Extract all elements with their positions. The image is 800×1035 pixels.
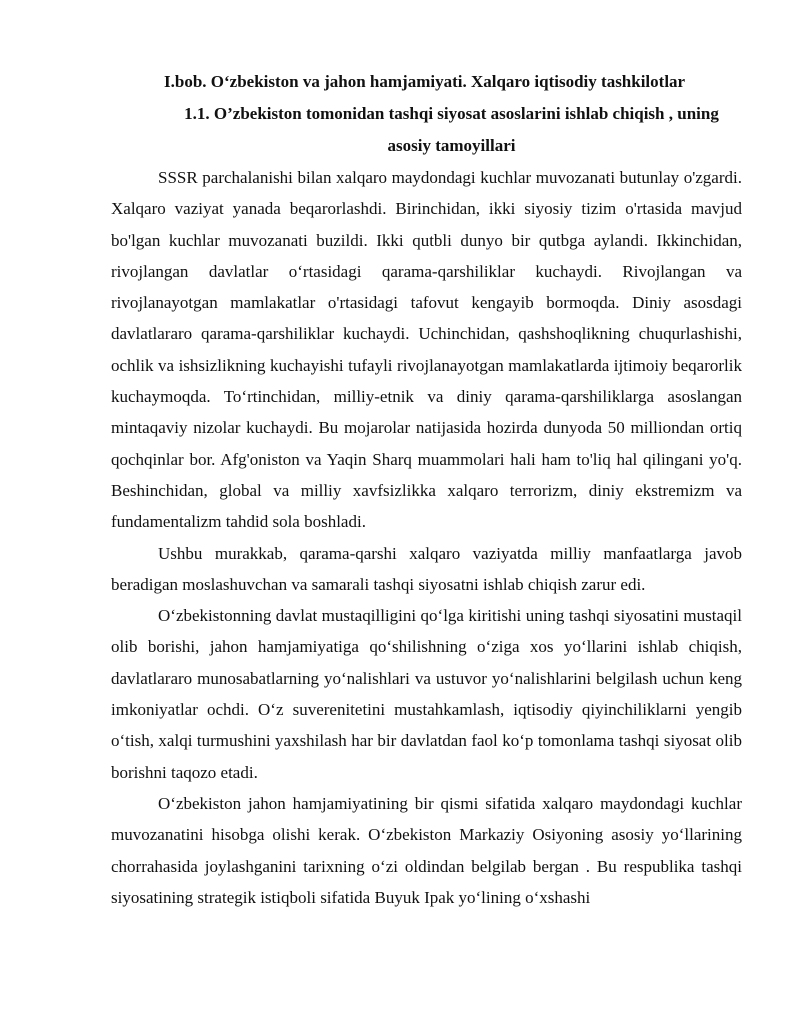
paragraph-3: O‘zbekistonning davlat mustaqilligini qo‘lga kiritishi uning tashqi siyosatini mustaqil olib borishi, jahon hamjamiyatiga qo‘shilishning o‘ziga xos yo‘llarini ishlab chiqish, davlatlararo munosabatlarning yo‘nalishlari va ustuvor yo‘nalishlarini belgilash uchun keng imkoniyatlar ochdi. O‘z suverenitetini mustahkamlash, iqtisodiy qiyinchiliklarni yengib o‘tish, xalqi turmushini yaxshilash har bir davlatdan faol ko‘p tomonlama tashqi siyosat olib borishni taqozo etadi. (111, 606, 742, 782)
chapter-heading: I.bob. O‘zbekiston va jahon hamjamiyati. Xalqaro iqtisodiy tashkilotlar (164, 72, 686, 91)
paragraph-4: O‘zbekiston jahon hamjamiyatining bir qismi sifatida xalqaro maydondagi kuchlar muvozanatini hisobga olishi kerak. O‘zbekiston Markaziy Osiyoning asosiy yo‘llarining chorrahasida joylashganini tarixning o‘zi oldindan belgilab bergan . Bu respublika tashqi siyosatining strategik istiqboli sifatida Buyuk Ipak yo‘lining o‘xshashi (111, 793, 742, 907)
section-heading: 1.1. O’zbekiston tomonidan tashqi siyosat asoslarini ishlab chiqish , uning asosiy tamoyillari (184, 104, 719, 155)
document-page (111, 62, 742, 913)
paragraph-1: SSSR parchalanishi bilan xalqaro maydondagi kuchlar muvozanati butunlay o'zgardi. Xalqaro vaziyat yanada beqarorlashdi. Birinchidan, ikki siyosiy tizim o'rtasida mavjud bo'lgan kuchlar muvozanati buzildi. Ikki qutbli dunyo bir qutbga aylandi. Ikkinchidan, rivojlangan davlatlar o‘rtasidagi qarama-qarshiliklar kuchaydi. Rivojlangan va rivojlanayotgan mamlakatlar o'rtasidagi tafovut kengayib bormoqda. Diniy asosdagi davlatlararo qarama-qarshiliklar kuchaydi. Uchinchidan, qashshoqlikning chuqurlashishi, ochlik va ishsizlikning kuchayishi tufayli rivojlanayotgan mamlakatlarda ijtimoiy beqarorlik kuchaymoqda. To‘rtinchidan, milliy-etnik va diniy qarama-qarshiliklarga asoslangan mintaqaviy nizolar kuchaydi. Bu mojarolar natijasida hozirda dunyoda 50 milliondan ortiq qochqinlar bor. Afg'oniston va Yaqin Sharq muammolari hali ham to'liq hal qilingani yo'q. Beshinchidan, global va milliy xavfsizlikka xalqaro terrorizm, diniy ekstremizm va fundamentalizm tahdid sola boshladi. (111, 168, 742, 532)
paragraph-2: Ushbu murakkab, qarama-qarshi xalqaro vaziyatda milliy manfaatlarga javob beradigan moslashuvchan va samarali tashqi siyosatni ishlab chiqish zarur edi. (111, 543, 742, 594)
